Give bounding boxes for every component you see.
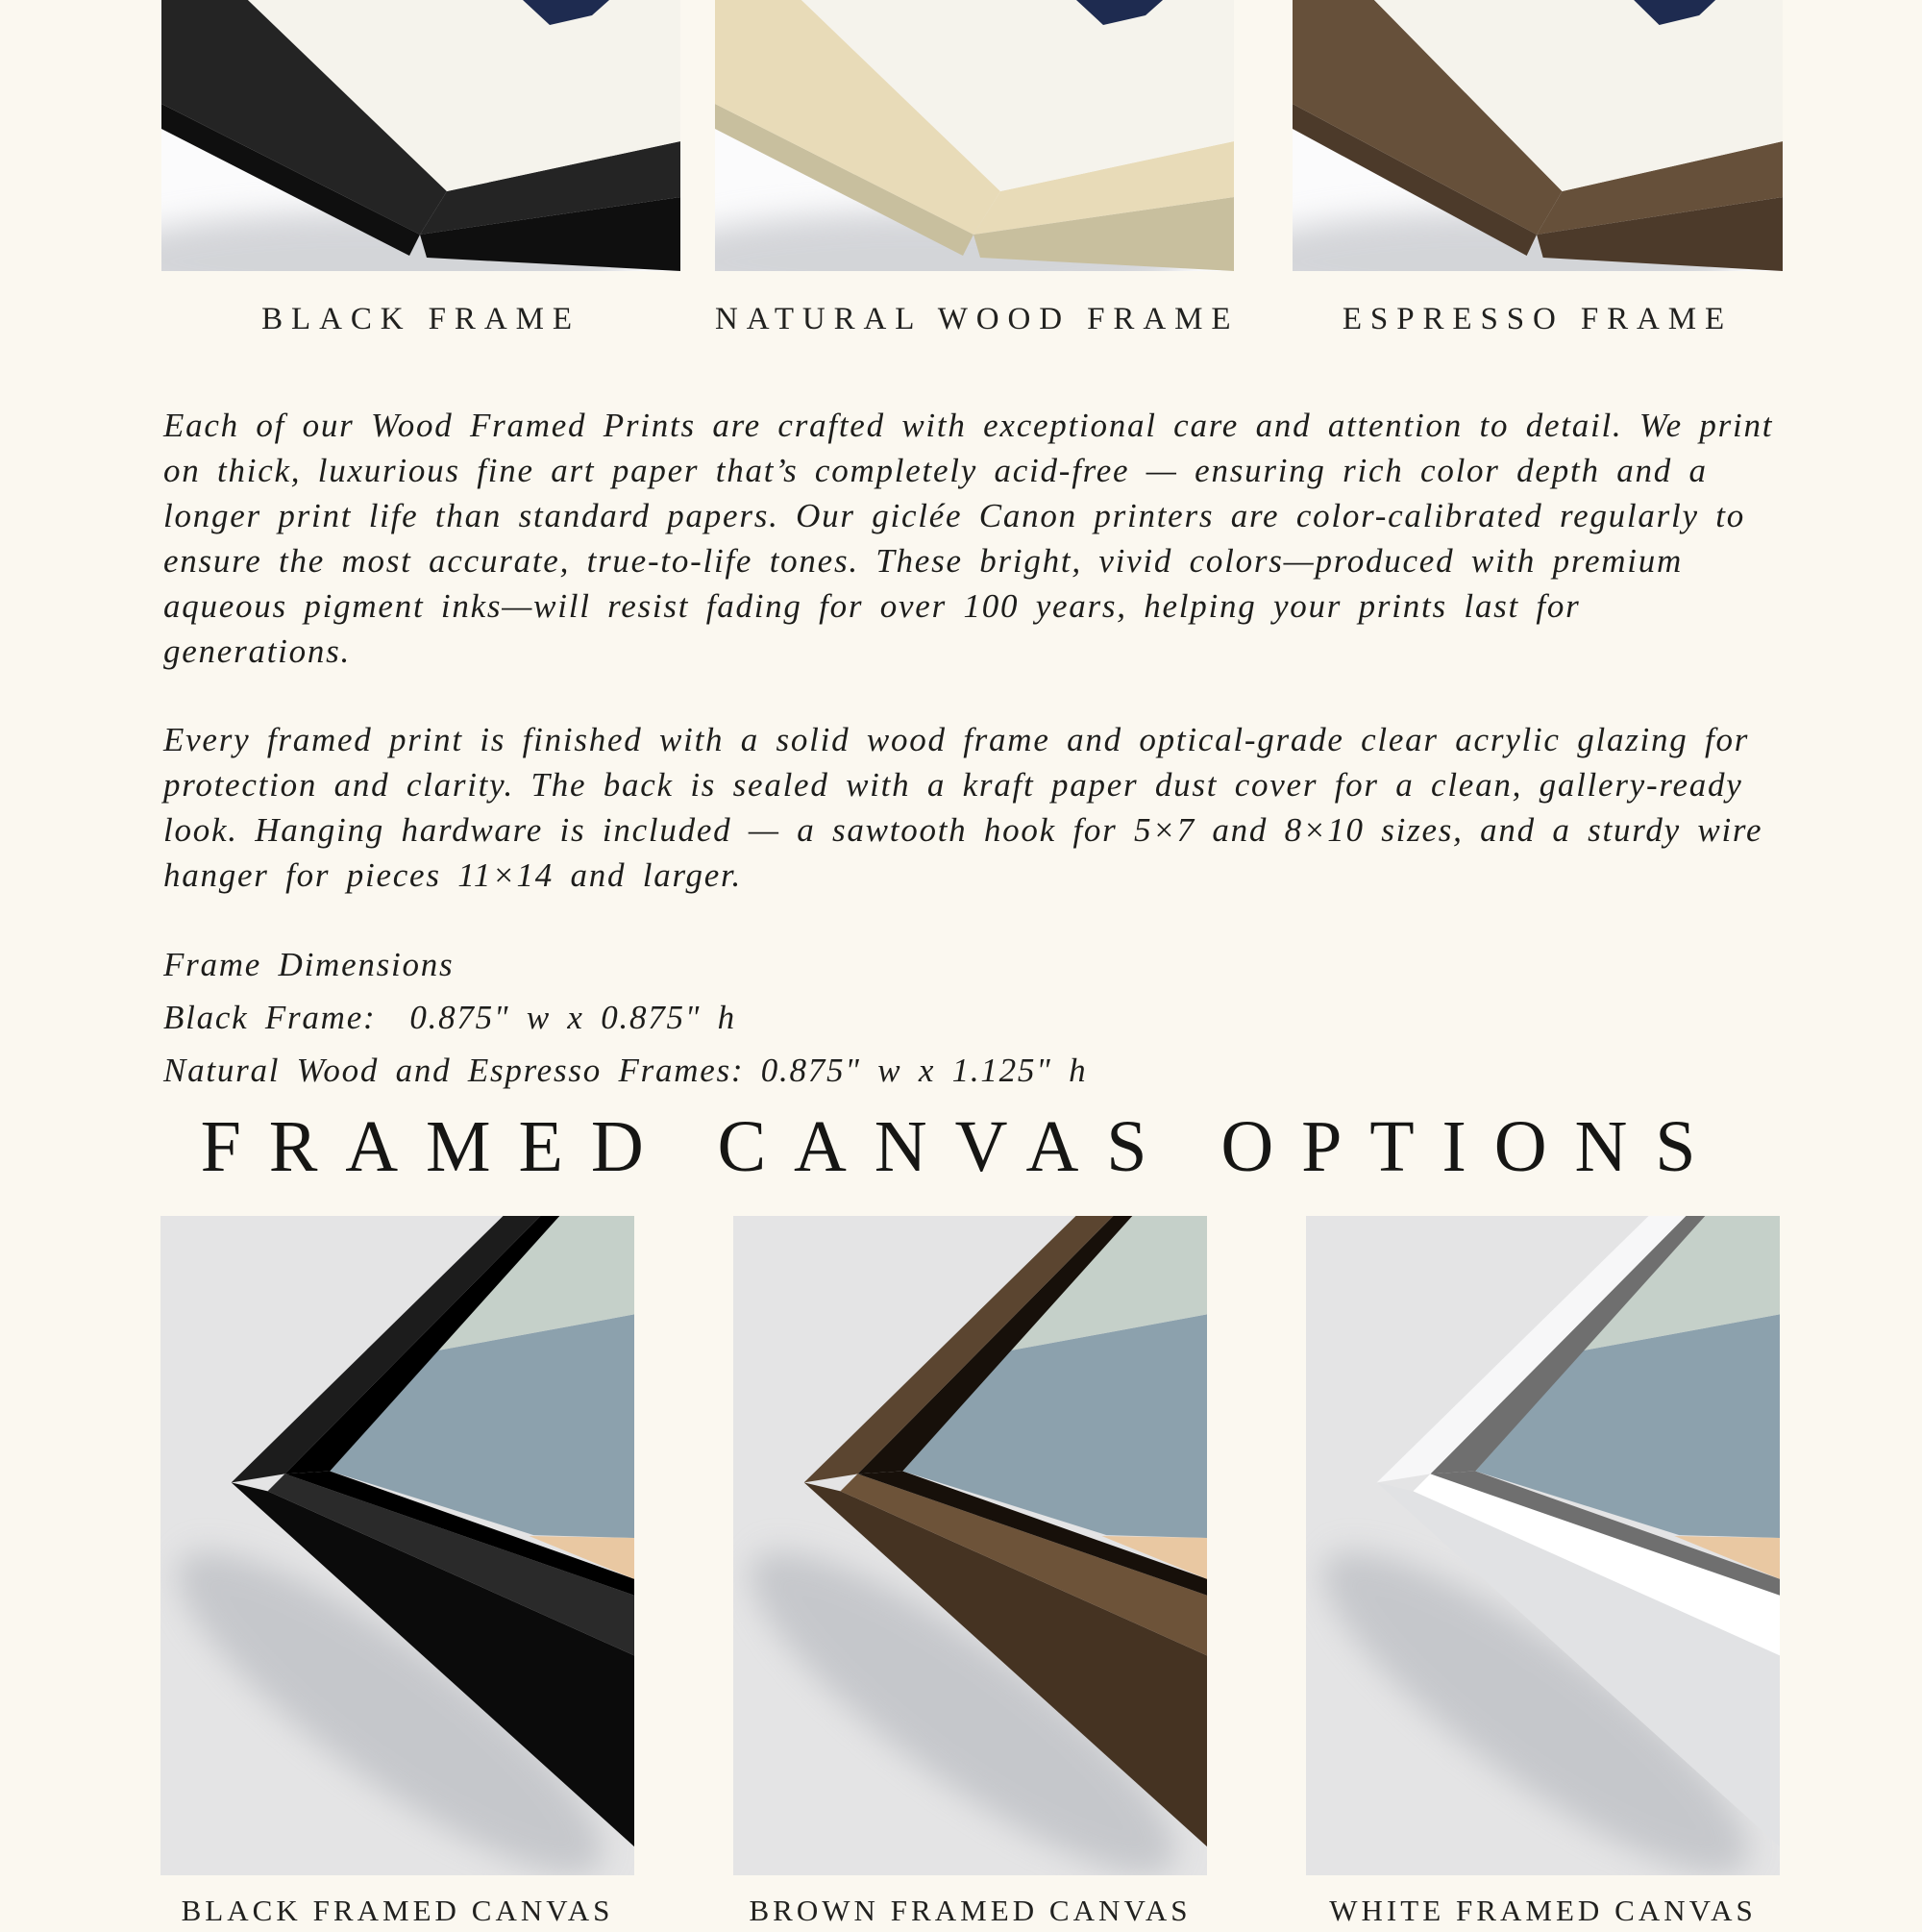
white-framed-canvas-label: WHITE FRAMED CANVAS xyxy=(1329,1894,1757,1927)
frame-dimensions-black: Black Frame: 0.875" w x 0.875" h xyxy=(163,999,736,1036)
white-framed-canvas-photo xyxy=(1306,1216,1780,1875)
brown-framed-canvas-photo xyxy=(733,1216,1207,1875)
frame-dimensions-title: Frame Dimensions xyxy=(163,946,455,983)
natural-wood-frame-corner-image xyxy=(715,0,1234,271)
black-frame-label: BLACK FRAME xyxy=(261,302,580,336)
frame-dimensions-natural-espresso: Natural Wood and Espresso Frames: 0.875" w x 1.125" h xyxy=(163,1052,1088,1089)
black-framed-canvas-image xyxy=(160,1216,634,1875)
black-framed-canvas-label: BLACK FRAMED CANVAS xyxy=(181,1894,614,1927)
espresso-frame-photo xyxy=(1293,0,1783,271)
black-frame-photo xyxy=(161,0,680,271)
description-paragraph-2: Every framed print is finished with a solid wood frame and optical-grade clear acrylic glazing for protection and clarity. The back is sealed with a kraft paper dust cover for a clean, gallery-ready look. Hanging hardware is included — a sawtooth hook for 5×7 and 8×10 sizes, and a sturdy wire hanger for pieces 11×14 and larger. xyxy=(163,721,1763,894)
description-paragraph-1: Each of our Wood Framed Prints are crafted with exceptional care and attention to detail. We print on thick, luxurious fine art paper that’s completely acid-free — ensuring rich color depth and a longer print life than standard papers. Our giclée Canon printers are color-calibrated regularly to ensure the most accurate, true-to-life tones. These bright, vivid colors—produced with premium aqueous pigment inks—will resist fading for over 100 years, helping your prints last for generations. xyxy=(163,407,1774,670)
frame-dimensions-block xyxy=(163,938,1783,1097)
natural-wood-frame-photo xyxy=(715,0,1234,271)
black-frame-corner-image xyxy=(161,0,680,271)
black-framed-canvas-photo xyxy=(160,1216,634,1875)
white-framed-canvas-image xyxy=(1306,1216,1780,1875)
framed-canvas-options-heading: FRAMED CANVAS OPTIONS xyxy=(200,1106,1724,1187)
espresso-frame-label: ESPRESSO FRAME xyxy=(1342,302,1734,336)
brown-framed-canvas-image xyxy=(733,1216,1207,1875)
espresso-frame-corner-image xyxy=(1293,0,1783,271)
brown-framed-canvas-label: BROWN FRAMED CANVAS xyxy=(749,1894,1192,1927)
natural-wood-frame-label: NATURAL WOOD FRAME xyxy=(715,302,1240,336)
